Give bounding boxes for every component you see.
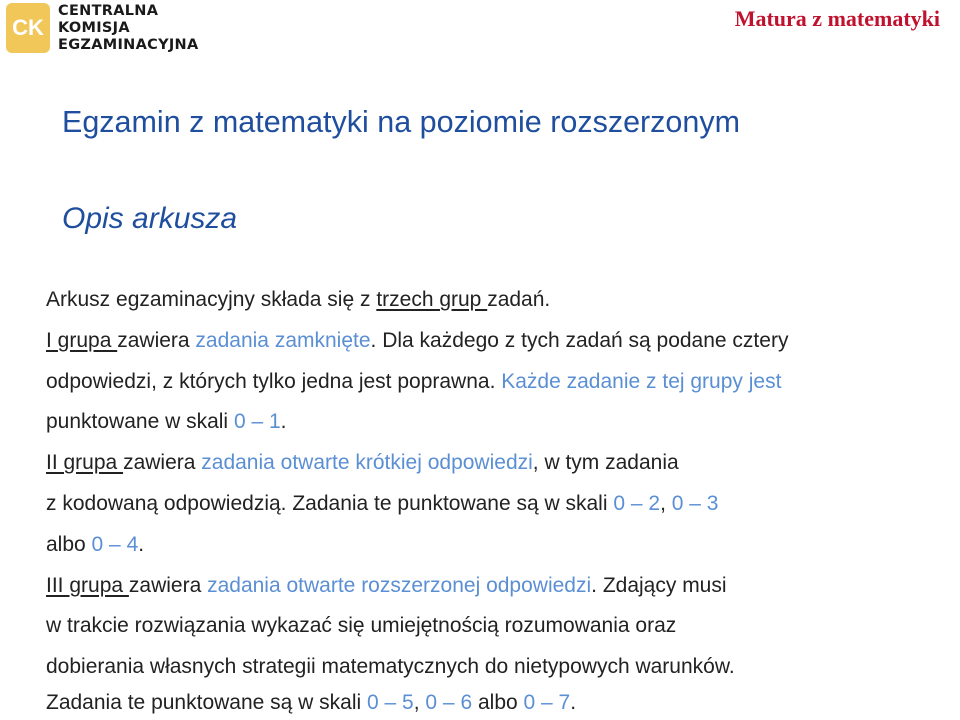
group3-line1: III grupa zawiera zadania otwarte rozszerzonej odpowiedzi. Zdający musi: [46, 573, 727, 597]
group2-line3: albo 0 – 4.: [46, 532, 145, 556]
group1-label: I grupa: [46, 328, 118, 352]
logo-line: EGZAMINACYJNA: [58, 37, 199, 53]
group1-type: zadania zamknięte: [195, 328, 371, 352]
section-subtitle: Opis arkusza: [62, 202, 238, 235]
group1-line1: I grupa zawiera zadania zamknięte. Dla każdego z tych zadań są podane cztery: [46, 328, 789, 352]
group2-type: zadania otwarte krótkiej odpowiedzi: [201, 451, 533, 475]
body-text: [46, 280, 951, 718]
logo-line: KOMISJA: [58, 20, 130, 36]
group3-line2: w trakcie rozwiązania wykazać się umiejętnością rozumowania oraz: [46, 614, 677, 638]
cke-logo: [6, 3, 216, 57]
group2-line1: II grupa zawiera zadania otwarte krótkiej odpowiedzi, w tym zadania: [46, 451, 679, 475]
logo-line: CENTRALNA: [58, 3, 159, 19]
intro-line: Arkusz egzaminacyjny składa się z trzech grup zadań.: [46, 288, 551, 311]
group2-label: II grupa: [46, 451, 124, 475]
header-title: Matura z matematyki: [734, 6, 940, 31]
group1-line3: punktowane w skali 0 – 1.: [46, 410, 287, 434]
group1-line2: odpowiedzi, z których tylko jedna jest poprawna. Każde zadanie z tej grupy jest: [46, 369, 782, 393]
group2-line2: z kodowaną odpowiedzią. Zadania te punktowane są w skali 0 – 2, 0 – 3: [46, 491, 719, 515]
logo-text: [58, 3, 199, 54]
logo-mark: CK: [6, 3, 50, 53]
group3-type: zadania otwarte rozszerzonej odpowiedzi: [207, 573, 592, 597]
group3-line4: Zadania te punktowane są w skali 0 – 5, 0 – 6 albo 0 – 7.: [46, 690, 577, 714]
group3-label: III grupa: [46, 573, 129, 597]
page-title: Egzamin z matematyki na poziomie rozszerzonym: [62, 105, 741, 139]
group3-line3: dobierania własnych strategii matematycznych do nietypowych warunków.: [46, 655, 735, 679]
